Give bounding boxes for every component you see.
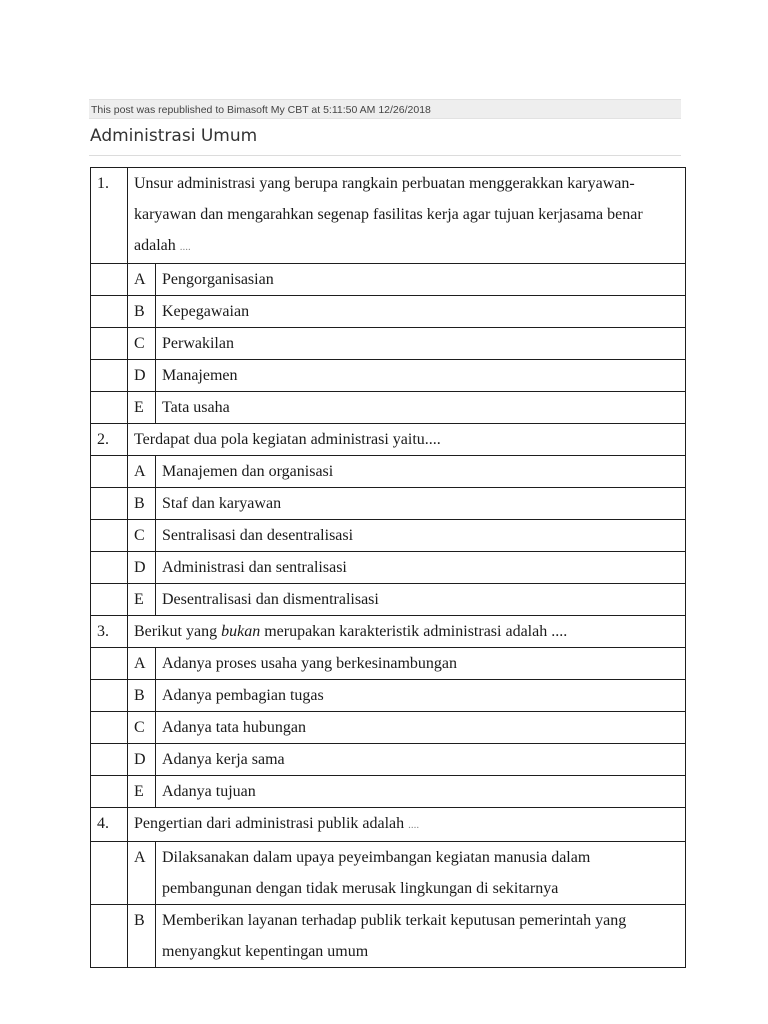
question-number: 2. [91, 424, 128, 456]
question-text: Terdapat dua pola kegiatan administrasi yaitu.... [128, 424, 686, 456]
question-row [91, 424, 686, 456]
option-spacer [91, 712, 128, 744]
option-row[interactable] [91, 520, 686, 552]
option-row[interactable] [91, 488, 686, 520]
option-spacer [91, 552, 128, 584]
document-title: Administrasi Umum [90, 126, 258, 146]
option-text: Adanya kerja sama [156, 744, 686, 776]
option-letter: B [128, 488, 156, 520]
option-letter: D [128, 744, 156, 776]
option-spacer [91, 520, 128, 552]
option-letter: A [128, 456, 156, 488]
option-letter: A [128, 842, 156, 905]
option-spacer [91, 392, 128, 424]
option-row[interactable] [91, 584, 686, 616]
option-text: Adanya tujuan [156, 776, 686, 808]
option-letter: C [128, 328, 156, 360]
option-text: Manajemen dan organisasi [156, 456, 686, 488]
question-row [91, 168, 686, 264]
option-letter: D [128, 360, 156, 392]
option-row[interactable] [91, 328, 686, 360]
option-text: Sentralisasi dan desentralisasi [156, 520, 686, 552]
question-number: 3. [91, 616, 128, 648]
question-text [128, 616, 686, 648]
option-row[interactable] [91, 905, 686, 968]
option-row[interactable] [91, 296, 686, 328]
option-spacer [91, 456, 128, 488]
option-letter: B [128, 680, 156, 712]
option-text: Pengorganisasian [156, 264, 686, 296]
question-text [128, 168, 686, 264]
option-row[interactable] [91, 552, 686, 584]
question-text [128, 808, 686, 842]
option-text: Adanya pembagian tugas [156, 680, 686, 712]
option-row[interactable] [91, 712, 686, 744]
option-spacer [91, 905, 128, 968]
question-text-body: Pengertian dari administrasi publik adalah [134, 815, 405, 832]
option-text: Dilaksanakan dalam upaya peyeimbangan kegiatan manusia dalam pembangunan dengan tidak merusak lingkungan di sekitarnya [156, 842, 686, 905]
quiz-table [90, 167, 686, 968]
question-number: 4. [91, 808, 128, 842]
title-divider [89, 155, 681, 156]
option-letter: C [128, 520, 156, 552]
option-row[interactable] [91, 744, 686, 776]
question-ellipsis: .... [179, 241, 191, 253]
option-text: Memberikan layanan terhadap publik terkait keputusan pemerintah yang menyangkut kepentingan umum [156, 905, 686, 968]
question-text-emphasis: bukan [221, 623, 261, 640]
option-text: Staf dan karyawan [156, 488, 686, 520]
option-letter: E [128, 392, 156, 424]
option-spacer [91, 264, 128, 296]
question-text-before: Berikut yang [134, 623, 218, 640]
option-text: Adanya proses usaha yang berkesinambungan [156, 648, 686, 680]
option-text: Manajemen [156, 360, 686, 392]
option-row[interactable] [91, 680, 686, 712]
option-text: Desentralisasi dan dismentralisasi [156, 584, 686, 616]
option-letter: E [128, 776, 156, 808]
option-spacer [91, 680, 128, 712]
option-spacer [91, 744, 128, 776]
option-letter: A [128, 264, 156, 296]
option-letter: E [128, 584, 156, 616]
option-spacer [91, 488, 128, 520]
option-spacer [91, 360, 128, 392]
option-letter: B [128, 296, 156, 328]
option-row[interactable] [91, 648, 686, 680]
option-spacer [91, 842, 128, 905]
option-spacer [91, 584, 128, 616]
option-letter: C [128, 712, 156, 744]
option-row[interactable] [91, 360, 686, 392]
option-letter: A [128, 648, 156, 680]
option-spacer [91, 296, 128, 328]
option-letter: D [128, 552, 156, 584]
option-row[interactable] [91, 842, 686, 905]
option-text: Perwakilan [156, 328, 686, 360]
question-number: 1. [91, 168, 128, 264]
question-text-body: Unsur administrasi yang berupa rangkain perbuatan menggerakkan karyawan-karyawan dan mengarahkan segenap fasilitas kerja agar tujuan kerjasama benar adalah [134, 175, 643, 254]
question-text-after: merupakan karakteristik administrasi adalah .... [264, 623, 568, 640]
option-row[interactable] [91, 456, 686, 488]
option-text: Administrasi dan sentralisasi [156, 552, 686, 584]
option-text: Adanya tata hubungan [156, 712, 686, 744]
option-text: Tata usaha [156, 392, 686, 424]
republish-banner: This post was republished to Bimasoft My CBT at 5:11:50 AM 12/26/2018 [89, 99, 681, 119]
option-row[interactable] [91, 776, 686, 808]
option-row[interactable] [91, 392, 686, 424]
option-letter: B [128, 905, 156, 968]
option-spacer [91, 776, 128, 808]
question-row [91, 616, 686, 648]
option-spacer [91, 648, 128, 680]
question-row [91, 808, 686, 842]
option-row[interactable] [91, 264, 686, 296]
option-text: Kepegawaian [156, 296, 686, 328]
question-ellipsis: .... [408, 819, 420, 831]
option-spacer [91, 328, 128, 360]
